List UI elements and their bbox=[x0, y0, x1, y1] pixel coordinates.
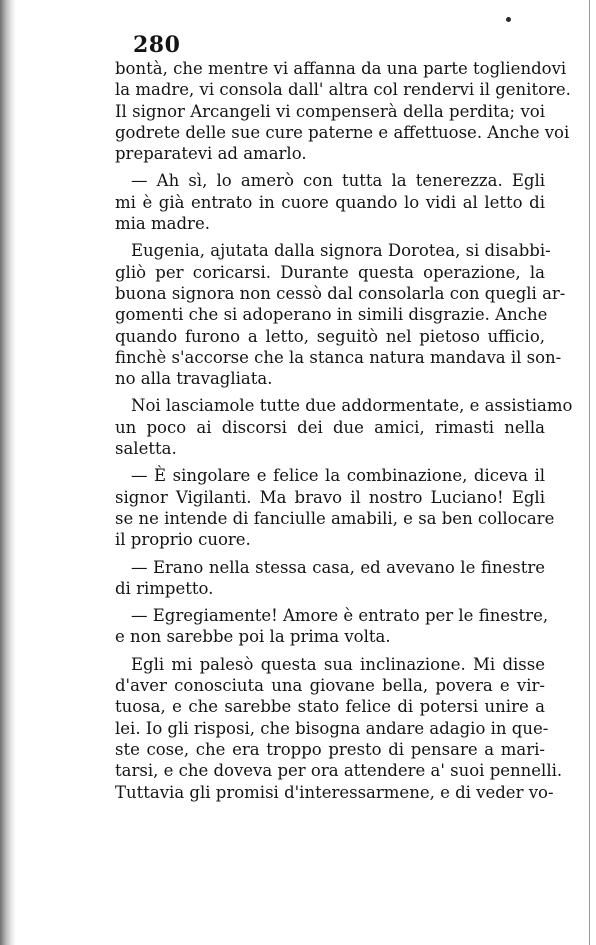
text-line: — Erano nella stessa casa, ed avevano le finestre bbox=[131, 557, 545, 577]
page-edge bbox=[589, 0, 590, 945]
text-line: — Egregiamente! Amore è entrato per le finestre, bbox=[131, 606, 549, 626]
paragraph bbox=[115, 465, 555, 550]
text-line: lei. Io gli risposi, che bisogna andare adagio in que- bbox=[115, 718, 549, 738]
paragraph bbox=[115, 654, 563, 803]
paragraph bbox=[115, 240, 566, 389]
text-line: — Ah sì, lo amerò con tutta la tenerezza. Egli bbox=[131, 171, 545, 191]
text-line: Eugenia, ajutata dalla signora Dorotea, si disabbi- bbox=[131, 241, 551, 261]
text-line: tarsi, e che doveva per ora attendere a' suoi pennelli. bbox=[115, 761, 563, 781]
text-line: signor Vigilanti. Ma bravo il nostro Luciano! Egli bbox=[115, 487, 545, 507]
text-line: saletta. bbox=[115, 439, 177, 459]
text-line: ste cose, che era troppo presto di pensare a mari- bbox=[115, 739, 545, 759]
text-line: — È singolare e felice la combinazione, diceva il bbox=[131, 466, 545, 486]
text-line: Il signor Arcangeli vi compenserà della perdita; voi bbox=[115, 101, 545, 121]
paragraph bbox=[115, 58, 571, 164]
text-line: bontà, che mentre vi affanna da una parte togliendovi bbox=[115, 59, 567, 78]
text-line: la madre, vi consola dall' altra col rendervi il genitore. bbox=[115, 80, 571, 100]
paragraph bbox=[115, 605, 549, 648]
text-line: mi è già entrato in cuore quando lo vidi al letto di bbox=[115, 192, 545, 212]
text-line: tuosa, e che sarebbe stato felice di potersi unire a bbox=[115, 697, 545, 717]
paragraph bbox=[115, 395, 573, 459]
text-line: se ne intende di fanciulle amabili, e sa ben collocare bbox=[115, 508, 555, 528]
text-line: no alla travagliata. bbox=[115, 369, 273, 389]
page-number: 280 bbox=[133, 32, 181, 58]
text-line: un poco ai discorsi dei due amici, rimasti nella bbox=[115, 417, 545, 437]
text-line: buona signora non cessò dal consolarla con quegli ar- bbox=[115, 283, 566, 303]
text-line: Tuttavia gli promisi d'interessarmene, e di veder vo- bbox=[115, 782, 554, 802]
text-line: finchè s'accorse che la stanca natura mandava il son- bbox=[115, 347, 562, 367]
text-line: di rimpetto. bbox=[115, 578, 214, 598]
text-line: gomenti che si adoperano in simili disgrazie. Anche bbox=[115, 305, 548, 325]
text-line: e non sarebbe poi la prima volta. bbox=[115, 627, 391, 647]
text-line: godrete delle sue cure paterne e affettuose. Anche voi bbox=[115, 122, 570, 142]
body-text bbox=[115, 58, 573, 803]
text-line: d'aver conosciuta una giovane bella, povera e vir- bbox=[115, 676, 545, 696]
text-line: Egli mi palesò questa sua inclinazione. Mi disse bbox=[131, 654, 545, 674]
ink-spot bbox=[506, 17, 511, 22]
text-line: gliò per coricarsi. Durante questa operazione, la bbox=[115, 262, 545, 282]
text-line: il proprio cuore. bbox=[115, 530, 251, 550]
binding-shadow bbox=[0, 0, 16, 945]
paragraph bbox=[115, 170, 545, 234]
text-line: quando furono a letto, seguitò nel pietoso ufficio, bbox=[115, 326, 545, 346]
text-line: Noi lasciamole tutte due addormentate, e assistiamo bbox=[131, 396, 573, 416]
paragraph bbox=[115, 557, 545, 600]
text-line: preparatevi ad amarlo. bbox=[115, 144, 307, 164]
text-line: mia madre. bbox=[115, 214, 210, 234]
